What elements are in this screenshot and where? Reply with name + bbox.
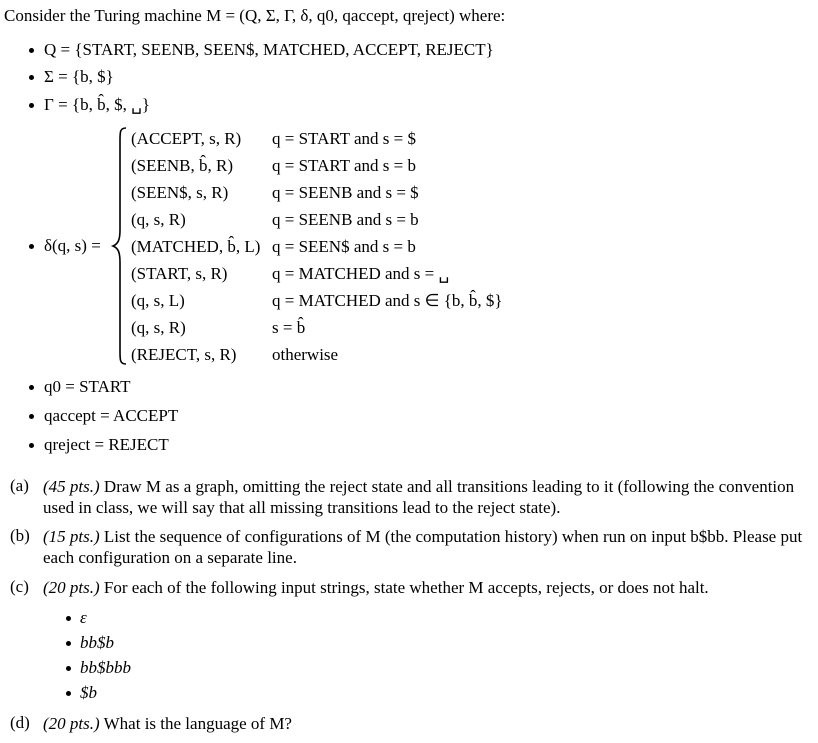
bullet-input-2 (66, 641, 71, 646)
start-state: q0 = START (44, 377, 131, 396)
def-input-alphabet: Σ = {b, $} (44, 67, 114, 86)
accept-state: qaccept = ACCEPT (44, 406, 179, 425)
delta-result-9: (REJECT, s, R) (131, 345, 237, 364)
delta-cond-7: q = MATCHED and s ∈ {b, b̂, $} (272, 291, 503, 310)
def-tape-alphabet: Γ = {b, b̂, $, ␣} (44, 95, 151, 114)
delta-result-3: (SEEN$, s, R) (131, 183, 229, 202)
question-a (43, 476, 813, 518)
bullet-input-3 (66, 666, 71, 671)
bullet-qreject (29, 443, 34, 448)
delta-result-6: (START, s, R) (131, 264, 228, 283)
question-d-points: (20 pts.) (43, 714, 100, 733)
delta-cond-2: q = START and s = b (272, 156, 416, 175)
delta-cond-6: q = MATCHED and s = ␣ (272, 264, 450, 283)
input-string-1: ε (80, 608, 87, 627)
delta-cond-9: otherwise (272, 345, 339, 364)
input-string-2: bb$b (80, 633, 114, 652)
delta-result-7: (q, s, L) (131, 291, 185, 310)
question-c-letter: (c) (10, 577, 29, 596)
delta-result-5: (MATCHED, b̂, L) (131, 237, 261, 256)
bullet-sigma (29, 75, 34, 80)
question-c-points: (20 pts.) (43, 578, 100, 597)
input-string-4: $b (80, 683, 97, 702)
question-b-text: List the sequence of configurations of M (the computation history) when run on input b$bb. Please put each configuration on a separate line. (43, 527, 803, 567)
input-string-3: bb$bbb (80, 658, 131, 677)
delta-cond-3: q = SEENB and s = $ (272, 183, 419, 202)
intro-text: Consider the Turing machine M = (Q, Σ, Γ, δ, q0, qaccept, qreject) where: (4, 6, 506, 25)
delta-cond-1: q = START and s = $ (272, 129, 416, 148)
bullet-input-4 (66, 691, 71, 696)
delta-cond-4: q = SEENB and s = b (272, 210, 419, 229)
delta-lhs: δ(q, s) = (44, 236, 101, 255)
question-b-points: (15 pts.) (43, 527, 100, 546)
delta-result-8: (q, s, R) (131, 318, 186, 337)
def-states-set: Q = {START, SEENB, SEEN$, MATCHED, ACCEPT, REJECT} (44, 40, 494, 59)
question-a-letter: (a) (10, 476, 29, 495)
intro-line (4, 6, 505, 26)
bullet-gamma (29, 103, 34, 108)
question-c-text: For each of the following input strings, state whether M accepts, rejects, or does not halt. (103, 578, 709, 597)
question-a-points: (45 pts.) (43, 477, 100, 496)
question-d-text: What is the language of M? (103, 714, 292, 733)
delta-result-2: (SEENB, b̂, R) (131, 156, 233, 175)
question-a-text: Draw M as a graph, omitting the reject state and all transitions leading to it (following the convention used in class, we will say that all missing transitions lead to the reject state). (43, 477, 795, 517)
reject-state: qreject = REJECT (44, 435, 169, 454)
question-b (43, 526, 813, 568)
delta-cond-8: s = b̂ (272, 318, 306, 337)
bullet-q0 (29, 385, 34, 390)
left-brace-icon (110, 126, 130, 366)
question-d-letter: (d) (10, 713, 30, 732)
delta-cond-5: q = SEEN$ and s = b (272, 237, 416, 256)
bullet-q (29, 48, 34, 53)
delta-result-1: (ACCEPT, s, R) (131, 129, 242, 148)
bullet-input-1 (66, 616, 71, 621)
bullet-qaccept (29, 414, 34, 419)
question-d (43, 713, 813, 734)
question-c (43, 577, 813, 598)
delta-result-4: (q, s, R) (131, 210, 186, 229)
question-b-letter: (b) (10, 526, 30, 545)
bullet-delta (29, 244, 34, 249)
